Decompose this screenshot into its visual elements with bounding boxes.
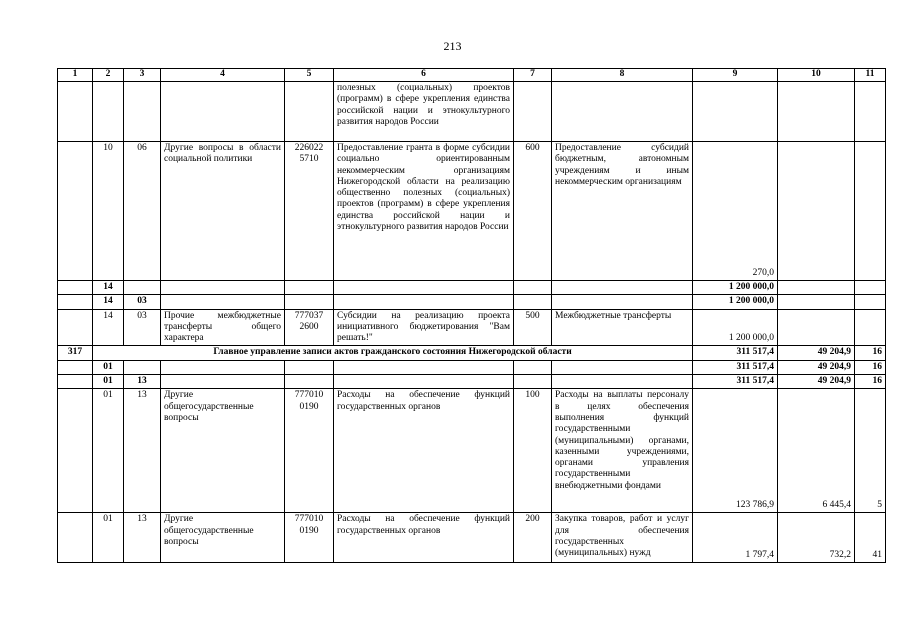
subsection-name: Прочие межбюджетные трансферты общего характера xyxy=(161,309,285,346)
amount-cell: 123 786,9 xyxy=(693,389,778,513)
section-code: 14 xyxy=(93,281,124,295)
section-code: 14 xyxy=(93,309,124,346)
amount-cell: 49 204,9 xyxy=(778,375,855,389)
header-row xyxy=(58,69,886,82)
table-row xyxy=(58,375,886,389)
header-cell-8: 8 xyxy=(552,69,693,82)
amount-cell: 16 xyxy=(855,346,886,360)
expense-type-name: Расходы на выплаты персоналу в целях обеспечения выполнения функций государственными (муниципальными) органами, казенными учреждениями, органами управления государственными внебюджетными фондами xyxy=(552,389,693,513)
amount-cell: 311 517,4 xyxy=(693,360,778,374)
amount-cell: 1 200 000,0 xyxy=(693,281,778,295)
expense-type-name: Закупка товаров, работ и услуг для обеспечения государственных (муниципальных) нужд xyxy=(552,513,693,563)
header-cell-2: 2 xyxy=(93,69,124,82)
subsection-code: 13 xyxy=(124,375,161,389)
header-cell-10: 10 xyxy=(778,69,855,82)
expense-type-code: 200 xyxy=(514,513,552,563)
department-code: 317 xyxy=(58,346,93,360)
subsection-code: 03 xyxy=(124,309,161,346)
header-cell-6: 6 xyxy=(334,69,514,82)
table-row xyxy=(58,389,886,513)
expense-type-code: 600 xyxy=(514,142,552,281)
amount-cell: 6 445,4 xyxy=(778,389,855,513)
target-article-name: Субсидии на реализацию проекта инициативного бюджетирования "Вам решать!" xyxy=(334,309,514,346)
table-row xyxy=(58,309,886,346)
table-row xyxy=(58,82,886,142)
budget-table xyxy=(57,68,886,563)
purpose-cell: полезных (социальных) проектов (программ) в сфере укрепления единства российской нации и этнокультурного развития народов России xyxy=(334,82,514,142)
amount-cell: 49 204,9 xyxy=(778,360,855,374)
target-article-name: Расходы на обеспечение функций государственных органов xyxy=(334,513,514,563)
subsection-code: 13 xyxy=(124,389,161,513)
header-cell-9: 9 xyxy=(693,69,778,82)
amount-cell: 1 200 000,0 xyxy=(693,309,778,346)
target-article-code: 777010 0190 xyxy=(285,513,334,563)
section-code: 01 xyxy=(93,375,124,389)
subsection-name: Другие общегосударственные вопросы xyxy=(161,513,285,563)
subsection-code: 13 xyxy=(124,513,161,563)
section-code: 01 xyxy=(93,389,124,513)
page-number: 213 xyxy=(443,39,462,53)
amount-cell: 311 517,4 xyxy=(693,346,778,360)
amount-cell: 270,0 xyxy=(693,142,778,281)
table-row xyxy=(58,281,886,295)
header-cell-5: 5 xyxy=(285,69,334,82)
amount-cell: 1 200 000,0 xyxy=(693,295,778,309)
subsection-name: Другие вопросы в области социальной политики xyxy=(161,142,285,281)
subsection-code: 06 xyxy=(124,142,161,281)
amount-cell: 5 xyxy=(855,389,886,513)
table-row xyxy=(58,295,886,309)
target-article-code: 777037 2600 xyxy=(285,309,334,346)
amount-cell: 16 xyxy=(855,375,886,389)
table-row xyxy=(58,142,886,281)
section-code: 10 xyxy=(93,142,124,281)
target-article-code: 226022 5710 xyxy=(285,142,334,281)
subsection-name: Другие общегосударственные вопросы xyxy=(161,389,285,513)
section-code: 01 xyxy=(93,513,124,563)
target-article-name: Предоставление гранта в форме субсидии социально ориентированным некоммерческим организациям Нижегородской области на реализацию общественно полезных (социальных) проектов (программ) в сфере укрепления единства российской нации и этнокультурного развития народов России xyxy=(334,142,514,281)
section-code: 14 xyxy=(93,295,124,309)
amount-cell: 16 xyxy=(855,360,886,374)
header-cell-1: 1 xyxy=(58,69,93,82)
expense-type-name: Межбюджетные трансферты xyxy=(552,309,693,346)
amount-cell: 732,2 xyxy=(778,513,855,563)
table-row xyxy=(58,346,886,360)
header-cell-4: 4 xyxy=(161,69,285,82)
amount-cell: 49 204,9 xyxy=(778,346,855,360)
amount-cell: 1 797,4 xyxy=(693,513,778,563)
header-cell-7: 7 xyxy=(514,69,552,82)
header-cell-11: 11 xyxy=(855,69,886,82)
table-row xyxy=(58,513,886,563)
department-name: Главное управление записи актов гражданского состояния Нижегородской области xyxy=(93,346,693,360)
header-cell-3: 3 xyxy=(124,69,161,82)
amount-cell: 41 xyxy=(855,513,886,563)
amount-cell: 311 517,4 xyxy=(693,375,778,389)
expense-type-code: 500 xyxy=(514,309,552,346)
expense-type-code: 100 xyxy=(514,389,552,513)
section-code: 01 xyxy=(93,360,124,374)
target-article-name: Расходы на обеспечение функций государственных органов xyxy=(334,389,514,513)
table-row xyxy=(58,360,886,374)
target-article-code: 777010 0190 xyxy=(285,389,334,513)
subsection-code: 03 xyxy=(124,295,161,309)
expense-type-name: Предоставление субсидий бюджетным, автономным учреждениям и иным некоммерческим организациям xyxy=(552,142,693,281)
